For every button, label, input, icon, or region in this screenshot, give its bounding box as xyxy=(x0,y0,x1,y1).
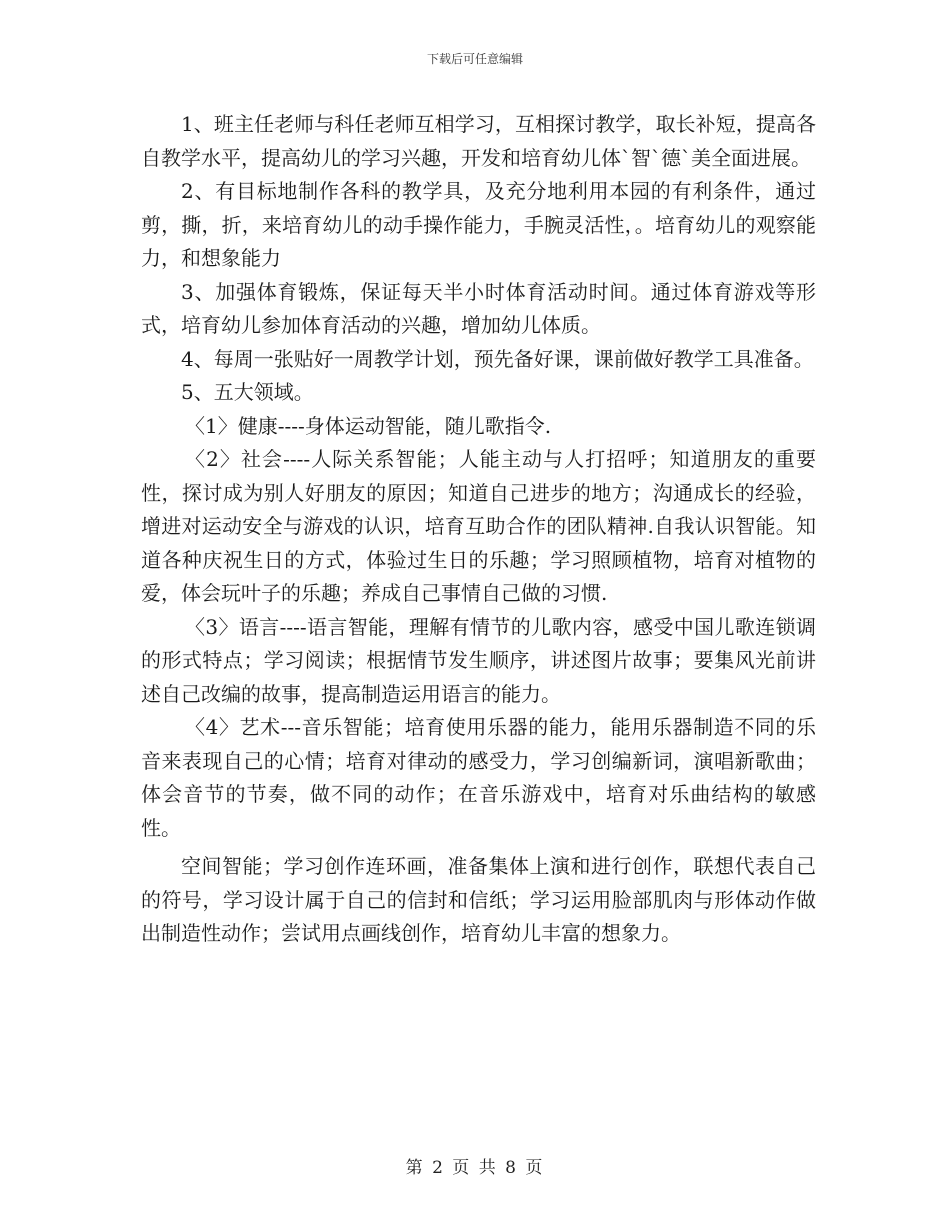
page-number: 第 2 页 共 8 页 xyxy=(405,1158,545,1178)
paragraph-item-2: 2、有目标地制作各科的教学具，及充分地利用本园的有利条件，通过剪，撕，折，来培育幼儿的动手操作能力，手腕灵活性，。培育幼儿的观察能力，和想象能力 xyxy=(141,179,816,270)
page-header-note: 下载后可任意编辑 xyxy=(426,52,523,66)
paragraph-item-5: 5、五大领域。 xyxy=(181,380,314,404)
paragraph-item-1: 1、班主任老师与科任老师互相学习，互相探讨教学，取长补短，提高各自教学水平，提高幼儿的学习兴趣，开发和培育幼儿体`智`德`美全面进展。 xyxy=(141,112,816,170)
paragraph-language: 〈3〉语言----语言智能，理解有情节的儿歌内容，感受中国儿歌连锁调的形式特点；学习阅读；根据情节发生顺序，讲述图片故事；要集风光前讲述自己改编的故事，提高制造运用语言的能力。 xyxy=(141,614,816,706)
paragraph-society: 〈2〉社会----人际关系智能；人能主动与人打招呼；知道朋友的重要性，探讨成为别人好朋友的原因；知道自己进步的地方；沟通成长的经验，增进对运动安全与游戏的认识，培育互助合作的团队精神.自我认识智能。知道各种庆祝生日的方式，体验过生日的乐趣；学习照顾植物，培育对植物的爱，体会玩叶子的乐趣；养成自己事情自己做的习惯. xyxy=(141,447,816,605)
paragraph-item-3: 3、加强体育锻炼，保证每天半小时体育活动时间。通过体育游戏等形式，培育幼儿参加体育活动的兴趣，增加幼儿体质。 xyxy=(141,279,816,337)
paragraph-art: 〈4〉艺术---音乐智能；培育使用乐器的能力，能用乐器制造不同的乐音来表现自己的心情；培育对律动的感受力，学习创编新词，演唱新歌曲；体会音节的节奏，做不同的动作；在音乐游戏中，培育对乐曲结构的敏感性。 xyxy=(141,715,816,840)
paragraph-spatial: 空间智能；学习创作连环画，准备集体上演和进行创作，联想代表自己的符号，学习设计属于自己的信封和信纸；学习运用脸部肌肉与形体动作做出制造性动作；尝试用点画线创作，培育幼儿丰富的想象力。 xyxy=(141,854,816,945)
paragraph-item-4: 4、每周一张贴好一周教学计划，预先备好课，课前做好教学工具准备。 xyxy=(181,346,814,371)
document-body xyxy=(141,108,816,951)
paragraph-health: 〈1〉健康----身体运动智能，随儿歌指令. xyxy=(185,413,552,438)
